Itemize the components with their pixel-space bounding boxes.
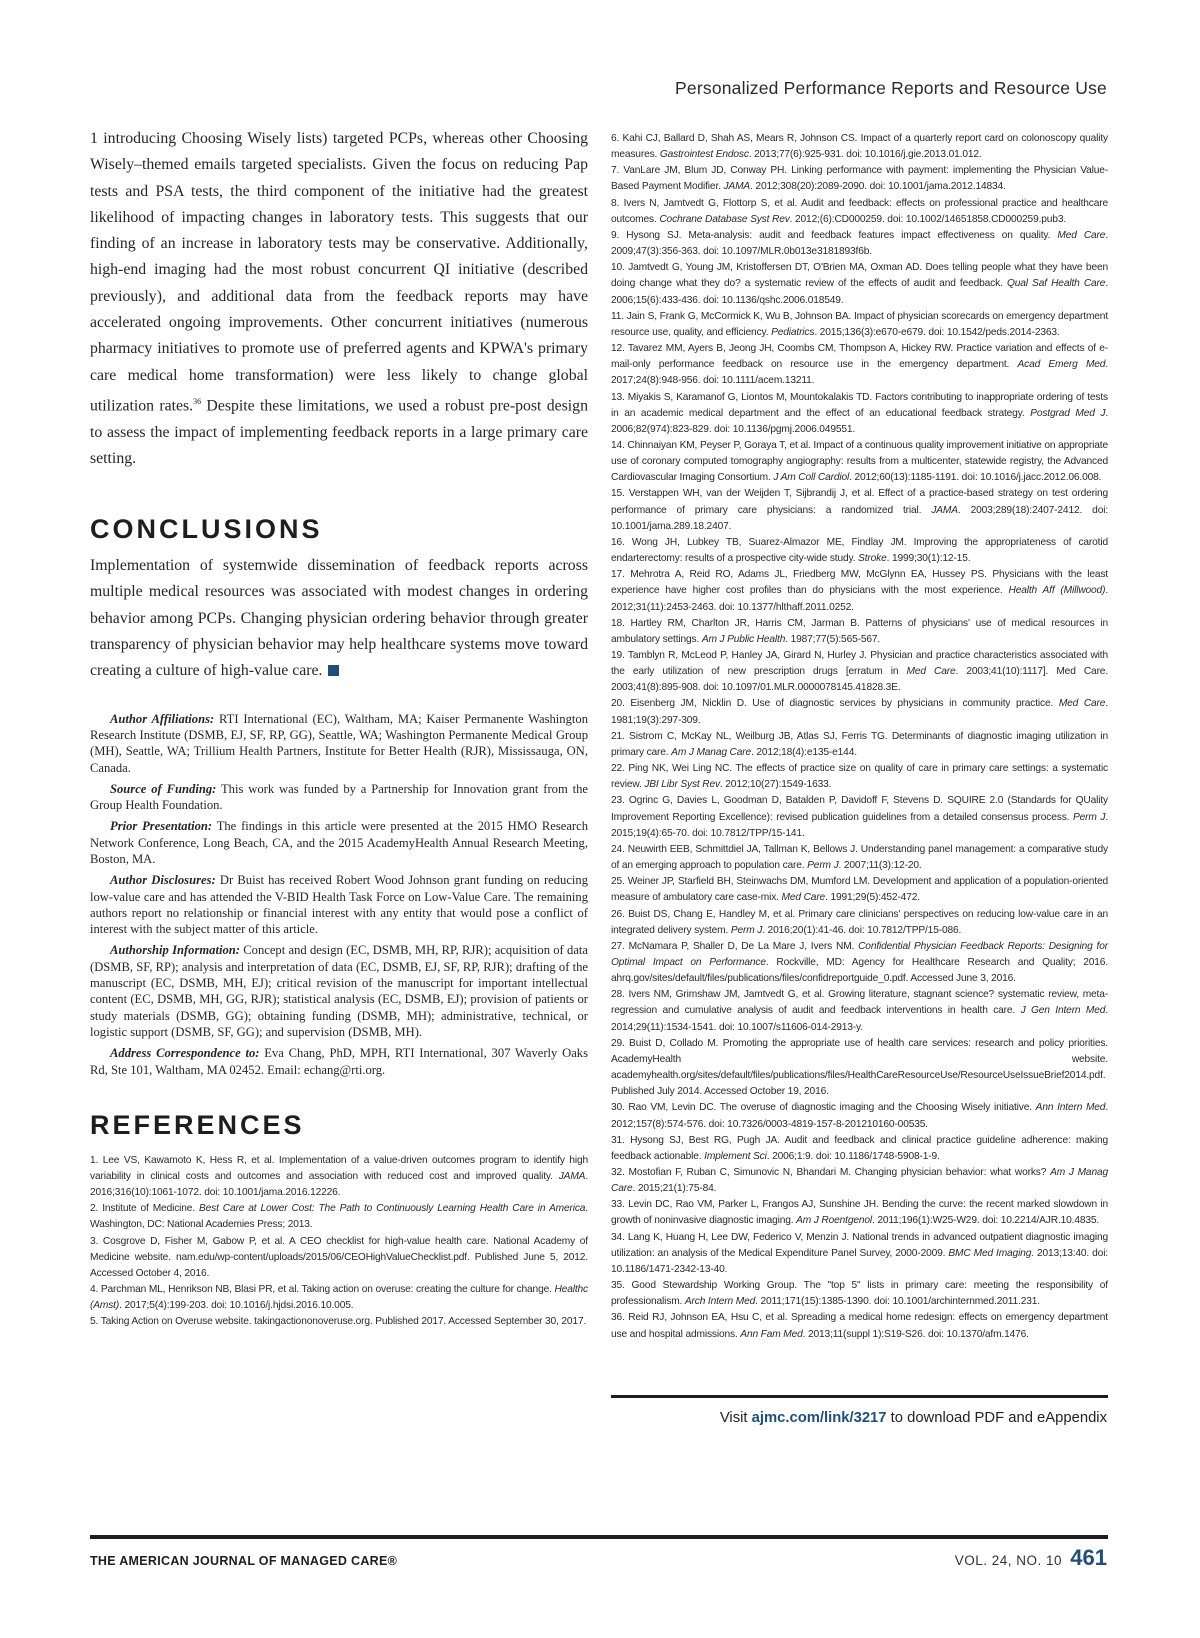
reference-text: . 2007;11(3):12-20. (838, 860, 922, 872)
left-column (90, 126, 588, 1331)
reference-item (611, 1036, 1108, 1101)
reference-text: . 1991;29(5):452-472. (825, 892, 920, 904)
reference-text: 27. McNamara P, Shaller D, De La Mare J, Ivers NM. (611, 940, 859, 952)
reference-item (90, 1234, 588, 1282)
reference-item (611, 1278, 1108, 1310)
reference-item (611, 729, 1108, 761)
reference-text: . 1981;19(3):297-309. (611, 698, 1109, 726)
end-of-article-mark (328, 665, 339, 676)
reference-source: Arch Intern Med (684, 1296, 756, 1308)
reference-item (611, 696, 1108, 728)
meta-paragraph (90, 818, 588, 867)
reference-text: 33. Levin DC, Rao VM, Parker L, Frangos AJ, Sunshine JH. Bending the curve: the recent marked slowdown in growth of noninvasive diagnostic imaging. (611, 1199, 1108, 1227)
reference-item (611, 228, 1108, 260)
reference-text: . 2003;289(18):2407-2412. doi: 10.1001/jama.289.18.2407. (611, 504, 1108, 532)
page-number: 461 (1070, 1545, 1107, 1570)
reference-text: . 2006;82(974):823-829. doi: 10.1136/pgmj.2006.049551. (611, 407, 1108, 435)
reference-text: . 2013;13:40. doi: 10.1186/1471-2342-13-40. (611, 1247, 1108, 1275)
reference-source: Med Care (1058, 698, 1106, 710)
reference-text: 34. Lang K, Huang H, Lee DW, Federico V, Menzin J. National trends in advanced outpatient diagnostic imaging utilization: an analysis of the Medical Expenditure Panel Survey, 2000-2009. (611, 1231, 1108, 1259)
meta-label: Authorship Information: (110, 943, 240, 958)
reference-item (611, 616, 1108, 648)
reference-source: Med Care (906, 666, 956, 678)
reference-item (611, 907, 1108, 939)
meta-text: RTI International (EC), Waltham, MA; Kaiser Permanente Washington Research Institute (DSMB, EJ, SF, RP, GG), Seattle, WA; Washington Permanente Medical Group (MH), Seattle, WA; Trillium Health Partners, Institute for Better Health (RJR), Mississauga, ON, Canada. (90, 711, 588, 775)
reference-source: Ann Intern Med (1035, 1102, 1106, 1114)
reference-source: Confidential Physician Feedback Reports: Designing for Optimal Impact on Performance (611, 940, 1108, 968)
reference-source: Health Aff (Millwood) (1008, 585, 1106, 597)
reference-item (611, 793, 1108, 841)
reference-item (90, 1314, 588, 1330)
meta-paragraph (90, 942, 588, 1040)
reference-source: Qual Saf Health Care (1006, 278, 1106, 290)
reference-item (611, 535, 1108, 567)
reference-item (90, 1201, 588, 1233)
reference-source: Am J Roentgenol (796, 1215, 873, 1227)
reference-text: . 2014;29(11):1534-1541. doi: 10.1007/s11606-014-2913-y. (611, 1005, 1108, 1033)
reference-text: . 2015;136(3):e670-e679. doi: 10.1542/peds.2014-2363. (814, 326, 1060, 338)
reference-text: 9. Hysong SJ. Meta-analysis: audit and feedback features impact effectiveness on quality. (611, 229, 1058, 241)
reference-text: 6. Kahi CJ, Ballard D, Shah AS, Mears R, Johnson CS. Impact of a quarterly report card on colonoscopy quality measures. (611, 133, 1108, 161)
reference-text: . 2012;(6):CD000259. doi: 10.1002/14651858.CD000259.pub3. (789, 213, 1067, 225)
reference-text: 7. VanLare JM, Blum JD, Conway PH. Linking performance with payment: implementing the Physician Value-Based Payment Modifier. (611, 165, 1108, 193)
reference-source: Perm J (730, 924, 763, 936)
reference-text: 25. Weiner JP, Starfield BH, Steinwachs DM, Mumford LM. Development and application of a population-oriented measure of ambulatory care case-mix. (611, 876, 1108, 904)
meta-label: Source of Funding: (110, 781, 217, 796)
reference-source: Gastrointest Endosc (659, 149, 749, 161)
meta-text: The findings in this article were presented at the 2015 HMO Research Network Conference, Long Beach, CA, and the 2015 AcademyHealth Annual Research Meeting, Boston, MA. (90, 819, 588, 866)
reference-text: . 2003;41(10):1117]. Med Care. 2003;41(8):895-908. doi: 10.1097/01.MLR.0000078145.41828.3E. (611, 666, 1109, 694)
conclusions-text: Implementation of systemwide dissemination of feedback reports across multiple medical resources was associated with modest changes in ordering behavior among PCPs. Changing physician ordering behavior through greater transparency of physician behavior may help healthcare systems move toward creating a culture of high-value care. (90, 557, 588, 680)
reference-text: . 2017;24(8):948-956. doi: 10.1111/acem.13211. (611, 359, 1109, 387)
reference-text: 28. Ivers NM, Grimshaw JM, Jamtvedt G, et al. Growing literature, stagnant science? systematic review, meta-regression and cumulative analysis of audit and feedback interventions in health care. (611, 989, 1108, 1017)
meta-paragraph (90, 872, 588, 937)
reference-source: Cochrane Database Syst Rev (659, 213, 790, 225)
reference-text: 26. Buist DS, Chang E, Handley M, et al. Primary care clinicians' perspectives on reducing low-value care in an integrated delivery system. (611, 908, 1108, 936)
reference-source: Med Care (1057, 229, 1106, 241)
reference-item (611, 131, 1108, 163)
reference-list-left (90, 1153, 588, 1331)
reference-source: Am J Manag Care (611, 1167, 1108, 1195)
reference-list-right (611, 131, 1108, 1343)
reference-text: . 2012;10(27):1549-1633. (719, 779, 832, 791)
reference-source: JAMA (558, 1171, 586, 1182)
reference-text: 8. Ivers N, Jamtvedt G, Flottorp S, et al. Audit and feedback: effects on professional practice and healthcare outcomes. (611, 197, 1108, 225)
footer-volume: VOL. 24, NO. 10 (954, 1553, 1062, 1568)
reference-text: . 2011;196(1):W25-W29. doi: 10.2214/AJR.10.4835. (872, 1215, 1100, 1227)
reference-text: 20. Eisenberg JM, Nicklin D. Use of diagnostic services by physicians in community practice. (611, 698, 1059, 710)
download-note-pre: Visit (719, 1410, 752, 1426)
reference-item (611, 761, 1108, 793)
right-column (611, 131, 1108, 1343)
reference-text: 29. Buist D, Collado M. Promoting the appropriate use of health care services: research and policy priorities. AcademyHealth website. academyhealth.org/sites/default/files/publications/files/HealthCareResourceUse/ResourceUseIssueBrief2014.pdf. Published July 2014. Accessed October 19, 2016. (611, 1037, 1108, 1098)
reference-text: . 2012;308(20):2089-2090. doi: 10.1001/jama.2012.14834. (750, 181, 1006, 193)
reference-text: . 2011;171(15):1385-1390. doi: 10.1001/archinternmed.2011.231. (755, 1296, 1040, 1308)
reference-text: 35. Good Stewardship Working Group. The "top 5" lists in primary care: meeting the responsibility of professionalism. (611, 1280, 1108, 1308)
reference-text: . 1999;30(1):12-15. (886, 553, 971, 565)
meta-label: Author Affiliations: (110, 711, 215, 726)
meta-label: Address Correspondence to: (110, 1046, 260, 1061)
reference-source: JAMA (931, 504, 958, 516)
meta-text: Concept and design (EC, DSMB, MH, RP, RJR); acquisition of data (DSMB, SF, RP); analysis and interpretation of data (EC, DSMB, EJ, SF, RP, RJR); drafting of the manuscript (EC, DSMB, MH, EJ); critical revision of the manuscript for important intellectual content (EC, DSMB, MH, GG, RJR); statistical analysis (EC, DSMB, EJ); provision of patients or study materials (DSMB, GG); obtaining funding (DSMB, MH); administrative, technical, or logistic support (DSMB, SF, GG); and supervision (DSMB, MH). (90, 943, 588, 1039)
reference-text: . 2016;20(1):41-46. doi: 10.7812/TPP/15-086. (762, 924, 962, 936)
reference-text: . 2012;18(4):e135-e144. (751, 746, 857, 758)
reference-item (611, 341, 1108, 389)
reference-item (611, 163, 1108, 195)
reference-item (611, 1100, 1108, 1132)
reference-text: . Rockville, MD: Agency for Healthcare Research and Quality; 2016. ahrq.gov/sites/default/files/publications/files/confidreportguide_0.pdf. Accessed June 3, 2016. (611, 956, 1109, 985)
reference-text: 3. Cosgrove D, Fisher M, Gabow P, et al. A CEO checklist for high-value health care. National Academy of Medicine website. nam.edu/wp-content/uploads/2015/06/CEOHighValueChecklist.pdf. Published June 5, 2012. Accessed October 4, 2016. (90, 1235, 588, 1279)
reference-item (611, 438, 1108, 486)
reference-text: . 2013;77(6):925-931. doi: 10.1016/j.gie.2013.01.012. (748, 149, 982, 161)
meta-paragraph (90, 711, 588, 776)
meta-paragraph (90, 1045, 588, 1078)
reference-text: 4. Parchman ML, Henrikson NB, Blasi PR, et al. Taking action on overuse: creating the culture for change. (90, 1284, 555, 1296)
conclusions-paragraph (90, 553, 588, 684)
running-head: Personalized Performance Reports and Resource Use (675, 78, 1107, 98)
reference-item (611, 1310, 1108, 1342)
reference-text: 5. Taking Action on Overuse website. takingactiononoveruse.org. Published 2017. Accessed September 30, 2017. (90, 1316, 587, 1328)
reference-item (611, 1230, 1108, 1278)
reference-item (611, 567, 1108, 615)
meta-label: Author Disclosures: (110, 873, 216, 888)
reference-text: 2. Institute of Medicine. (90, 1203, 199, 1215)
reference-source: Healthc (Amst) (90, 1284, 588, 1312)
reference-source: Med Care (781, 892, 826, 904)
meta-text: This work was funded by a Partnership for Innovation grant from the Group Health Foundation. (90, 781, 589, 813)
download-link[interactable]: ajmc.com/link/3217 (751, 1410, 887, 1426)
reference-item (611, 1165, 1108, 1197)
reference-item (611, 390, 1108, 438)
discussion-text-end: Despite these limitations, we used a robust pre-post design to assess the impact of implementing feedback reports in a large primary care setting. (90, 397, 588, 467)
reference-text: . 2006;15(6):433-436. doi: 10.1136/qshc.2006.018549. (611, 278, 1109, 306)
conclusions-heading: CONCLUSIONS (90, 514, 323, 545)
reference-item (611, 648, 1108, 696)
reference-text: 19. Tamblyn R, McLeod P, Hanley JA, Girard N, Hurley J. Physician and practice characteristics associated with the early utilization of new prescription drugs [erratum in (611, 650, 1108, 678)
reference-text: 11. Jain S, Frank G, McCormick K, Wu B, Johnson BA. Impact of physician scorecards on emergency department resource use, quality, and efficiency. (611, 310, 1108, 338)
reference-text: . 2012;157(8):574-576. doi: 10.7326/0003-4819-157-8-201210160-00535. (611, 1102, 1109, 1130)
footer-rule (90, 1535, 1108, 1539)
reference-text: 12. Tavarez MM, Ayers B, Jeong JH, Coombs CM, Thompson A, Hickey RW. Practice variation and effects of e-mail-only performance feedback on resource use in the emergency department. (611, 343, 1108, 371)
reference-item (611, 196, 1108, 228)
footer-journal-name: THE AMERICAN JOURNAL OF MANAGED CARE® (90, 1554, 398, 1568)
reference-source: Pediatrics (771, 326, 815, 338)
download-note (720, 1410, 1107, 1426)
reference-text: 21. Sistrom C, McKay NL, Weilburg JB, Atlas SJ, Ferris TG. Determinants of diagnostic imaging utilization in primary care. (611, 730, 1108, 758)
reference-item (611, 309, 1108, 341)
reference-text: . 2006;1:9. doi: 10.1186/1748-5908-1-9. (766, 1150, 940, 1162)
reference-text: . 2012;31(11):2453-2463. doi: 10.1377/hlthaff.2011.0252. (611, 585, 1109, 613)
reference-text: 23. Ogrinc G, Davies L, Goodman D, Batalden P, Davidoff F, Stevens D. SQUIRE 2.0 (Standards for QUality Improvement Reporting Excellence): revised publication guidelines from a detailed consensus process. (611, 795, 1108, 823)
reference-text: . 1987;77(5):565-567. (785, 633, 881, 645)
reference-source: Am J Public Health (701, 633, 786, 645)
reference-text: 31. Hysong SJ, Best RG, Pugh JA. Audit and feedback and clinical practice guideline adherence: making feedback actionable. (611, 1134, 1108, 1162)
reference-item (611, 260, 1108, 308)
discussion-paragraph (90, 126, 588, 472)
reference-source: J Gen Intern Med (1020, 1005, 1106, 1017)
reference-source: Best Care at Lower Cost: The Path to Continuously Learning Health Care in America (198, 1203, 586, 1215)
reference-text: . 2016;316(10):1061-1072. doi: 10.1001/jama.2016.12226. (90, 1171, 588, 1199)
reference-text: 24. Neuwirth EEB, Schmittdiel JA, Tallman K, Bellows J. Understanding panel management: a comparative study of an emerging approach to population care. (611, 843, 1108, 872)
reference-text: 14. Chinnaiyan KM, Peyser P, Goraya T, et al. Impact of a continuous quality improvement initiative on appropriate use of coronary computed tomography angiography: results from a multicenter, statewide registry, the Advanced Cardiovascular Imaging Consortium. (611, 439, 1108, 484)
reference-text: 22. Ping NK, Wei Ling NC. The effects of practice size on quality of care in primary care settings: a systematic review. (611, 763, 1108, 791)
meta-label: Prior Presentation: (110, 819, 213, 834)
reference-text: 36. Reid RJ, Johnson EA, Hsu C, et al. Spreading a medical home redesign: effects on emergency department use and hospital admissions. (611, 1312, 1108, 1340)
reference-item (611, 486, 1108, 534)
reference-text: 15. Verstappen WH, van der Weijden T, Sijbrandij J, et al. Effect of a practice-based strategy on test ordering performance of primary care physicians: a randomized trial. (611, 488, 1108, 516)
reference-text: . 2017;5(4):199-203. doi: 10.1016/j.hjdsi.2016.10.005. (119, 1300, 354, 1312)
reference-text: 17. Mehrotra A, Reid RO, Adams JL, Friedberg MW, McGlynn EA, Hussey PS. Physicians with the least experience have higher cost profiles than do physicians with the most experience. (611, 569, 1108, 597)
reference-text: 16. Wong JH, Lubkey TB, Suarez-Almazor ME, Findlay JM. Improving the appropriateness of carotid endarterectomy: results of a prospective city-wide study. (611, 536, 1108, 565)
reference-item (611, 842, 1108, 874)
meta-text: Dr Buist has received Robert Wood Johnson grant funding on reducing low-value care and has attended the V-BID Health Task Force on Low-Value Care. The remaining authors report no relationship or financial interest with any entity that would pose a conflict of interest with the subject matter of this article. (90, 873, 589, 937)
reference-item (90, 1153, 588, 1201)
reference-source: Implement Sci (704, 1150, 767, 1162)
reference-text: . 2012;60(13):1185-1191. doi: 10.1016/j.jacc.2012.06.008. (849, 472, 1102, 484)
meta-paragraph (90, 781, 588, 814)
reference-text: . 2015;19(4):65-70. doi: 10.7812/TPP/15-141. (611, 811, 1108, 839)
reference-item (611, 874, 1108, 906)
reference-text: . 2009;47(3):356-363. doi: 10.1097/MLR.0b013e3181893f6b. (611, 229, 1108, 258)
article-meta (90, 711, 588, 1078)
reference-text: 30. Rao VM, Levin DC. The overuse of diagnostic imaging and the Choosing Wisely initiative. (611, 1102, 1036, 1114)
reference-text: 10. Jamtvedt G, Young JM, Kristoffersen DT, O'Brien MA, Oxman AD. Does telling people what they have been doing change what they do? a systematic review of the effects of audit and feedback. (611, 262, 1108, 290)
reference-source: Ann Fam Med (740, 1328, 803, 1340)
reference-source: JBI Libr Syst Rev (644, 779, 720, 791)
reference-source: Acad Emerg Med (1017, 359, 1106, 371)
reference-source: Am J Manag Care (671, 746, 752, 758)
reference-text: 1. Lee VS, Kawamoto K, Hess R, et al. Implementation of a value-driven outcomes program to identify high variability in clinical costs and outcomes and association with reduced cost and improved quality. (90, 1154, 588, 1182)
meta-text: Eva Chang, PhD, MPH, RTI International, 307 Waverly Oaks Rd, Ste 101, Waltham, MA 02452. Email: echang@rti.org. (90, 1046, 589, 1077)
citation-superscript: 36 (193, 396, 202, 406)
reference-source: J Am Coll Cardiol (773, 472, 850, 484)
reference-source: BMC Med Imaging (948, 1247, 1032, 1259)
reference-item (611, 1133, 1108, 1165)
reference-text: 32. Mostofian F, Ruban C, Simunovic N, Bhandari M. Changing physician behavior: what works? (611, 1167, 1051, 1178)
references-heading: REFERENCES (90, 1109, 305, 1140)
reference-item (611, 987, 1108, 1035)
reference-item (90, 1282, 588, 1314)
reference-source: Perm J (807, 860, 839, 872)
reference-text: 18. Hartley RM, Charlton JR, Harris CM, Jarman B. Patterns of physicians' use of medical resources in ambulatory settings. (611, 617, 1108, 645)
section-divider (611, 1395, 1108, 1398)
reference-source: Stroke (858, 553, 887, 565)
reference-text: . 2015;21(1):75-84. (632, 1183, 717, 1195)
reference-source: Perm J (1072, 811, 1106, 823)
discussion-text: 1 introducing Choosing Wisely lists) targeted PCPs, whereas other Choosing Wisely–themed emails targeted specialists. Given the focus on reducing Pap tests and PSA tests, the third component of the initiative had the greatest likelihood of impacting changes in laboratory tests. This suggests that our finding of an increase in laboratory tests may be conservative. Additionally, high-end imaging had the most robust concurrent QI initiative (described previously), and additional data from the feedback reports may have accelerated ongoing improvements. Other concurrent initiatives (numerous pharmacy initiatives to promote use of preferred agents and KPWA's primary care medical home transformation) were less likely to change global utilization rates. (90, 130, 588, 415)
reference-text: . Washington, DC: National Academies Press; 2013. (90, 1203, 588, 1231)
download-note-post: to download PDF and eAppendix (886, 1410, 1107, 1426)
reference-item (611, 939, 1108, 987)
reference-source: JAMA (723, 181, 751, 193)
reference-source: Postgrad Med J (1030, 407, 1106, 419)
reference-text: 13. Miyakis S, Karamanof G, Liontos M, Mountokalakis TD. Factors contributing to inappropriate ordering of tests in an academic medical department and the effect of an educational feedback strategy. (611, 391, 1108, 419)
reference-text: . 2013;11(suppl 1):S19-S26. doi: 10.1370/afm.1476. (802, 1328, 1029, 1340)
reference-item (611, 1197, 1108, 1229)
